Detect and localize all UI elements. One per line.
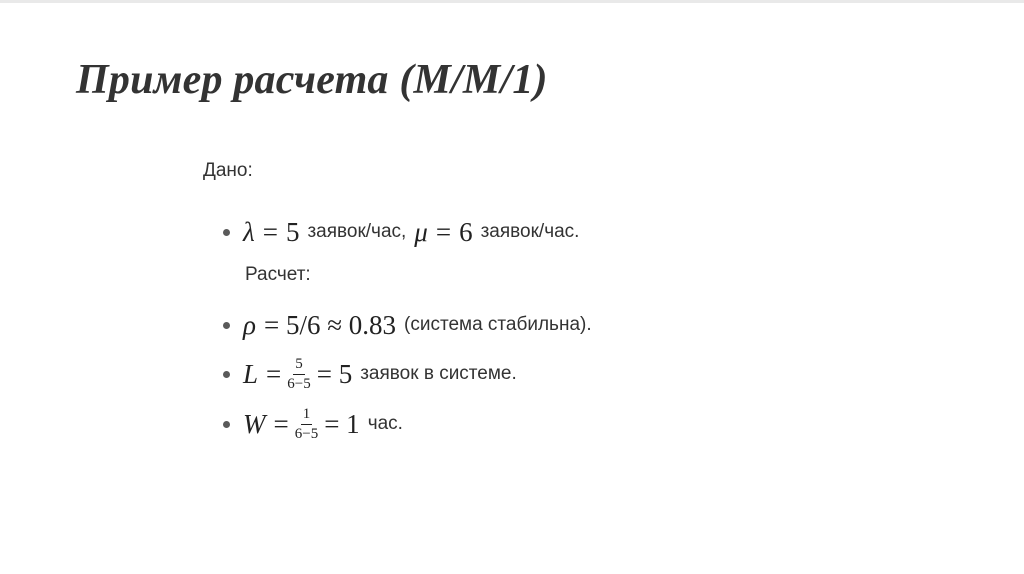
l-symbol: L [243, 358, 259, 389]
w-numerator: 1 [301, 407, 313, 425]
rho-symbol: ρ [243, 309, 256, 340]
list-item-l: L = $\frac{5}{6-5}$ = 5 заявок в системе. [243, 355, 517, 392]
l-numerator: 5 [293, 357, 305, 375]
given-label: Дано: [203, 160, 253, 181]
w-denominator: 6−5 [294, 425, 319, 442]
list-item-rates [243, 216, 579, 248]
l-denominator: 6−5 [287, 375, 311, 392]
equals-sign: = [435, 216, 452, 247]
lambda-unit: заявок/час, [307, 221, 407, 242]
rho-expression: = 5/6 ≈ 0.83 [263, 309, 397, 340]
w-note: час. [367, 413, 403, 434]
lambda-symbol: λ [243, 216, 255, 247]
l-note: заявок в системе. [360, 363, 517, 384]
w-fraction [293, 407, 320, 442]
mu-value: 6 [459, 216, 473, 247]
bullet-point [223, 229, 230, 236]
equals-sign: = [262, 216, 278, 247]
top-border [0, 0, 1024, 3]
w-symbol: W [243, 408, 266, 439]
mu-symbol: μ [414, 216, 428, 247]
calc-label: Расчет: [245, 264, 311, 285]
list-item-w: W = $\frac{1}{6-5}$ = 1 час. [243, 405, 403, 442]
lambda-value: 5 [285, 216, 300, 247]
w-result: = 1 [324, 408, 360, 439]
bullet-point [223, 322, 230, 329]
l-fraction [285, 357, 312, 392]
bullet-point [223, 421, 230, 428]
mu-unit: заявок/час. [480, 221, 580, 242]
bullet-point [223, 371, 230, 378]
list-item-rho [243, 309, 592, 341]
l-result: = 5 [316, 358, 353, 389]
rho-note: (система стабильна). [404, 314, 592, 335]
slide-title: Пример расчета (M/M/1) [76, 57, 548, 103]
